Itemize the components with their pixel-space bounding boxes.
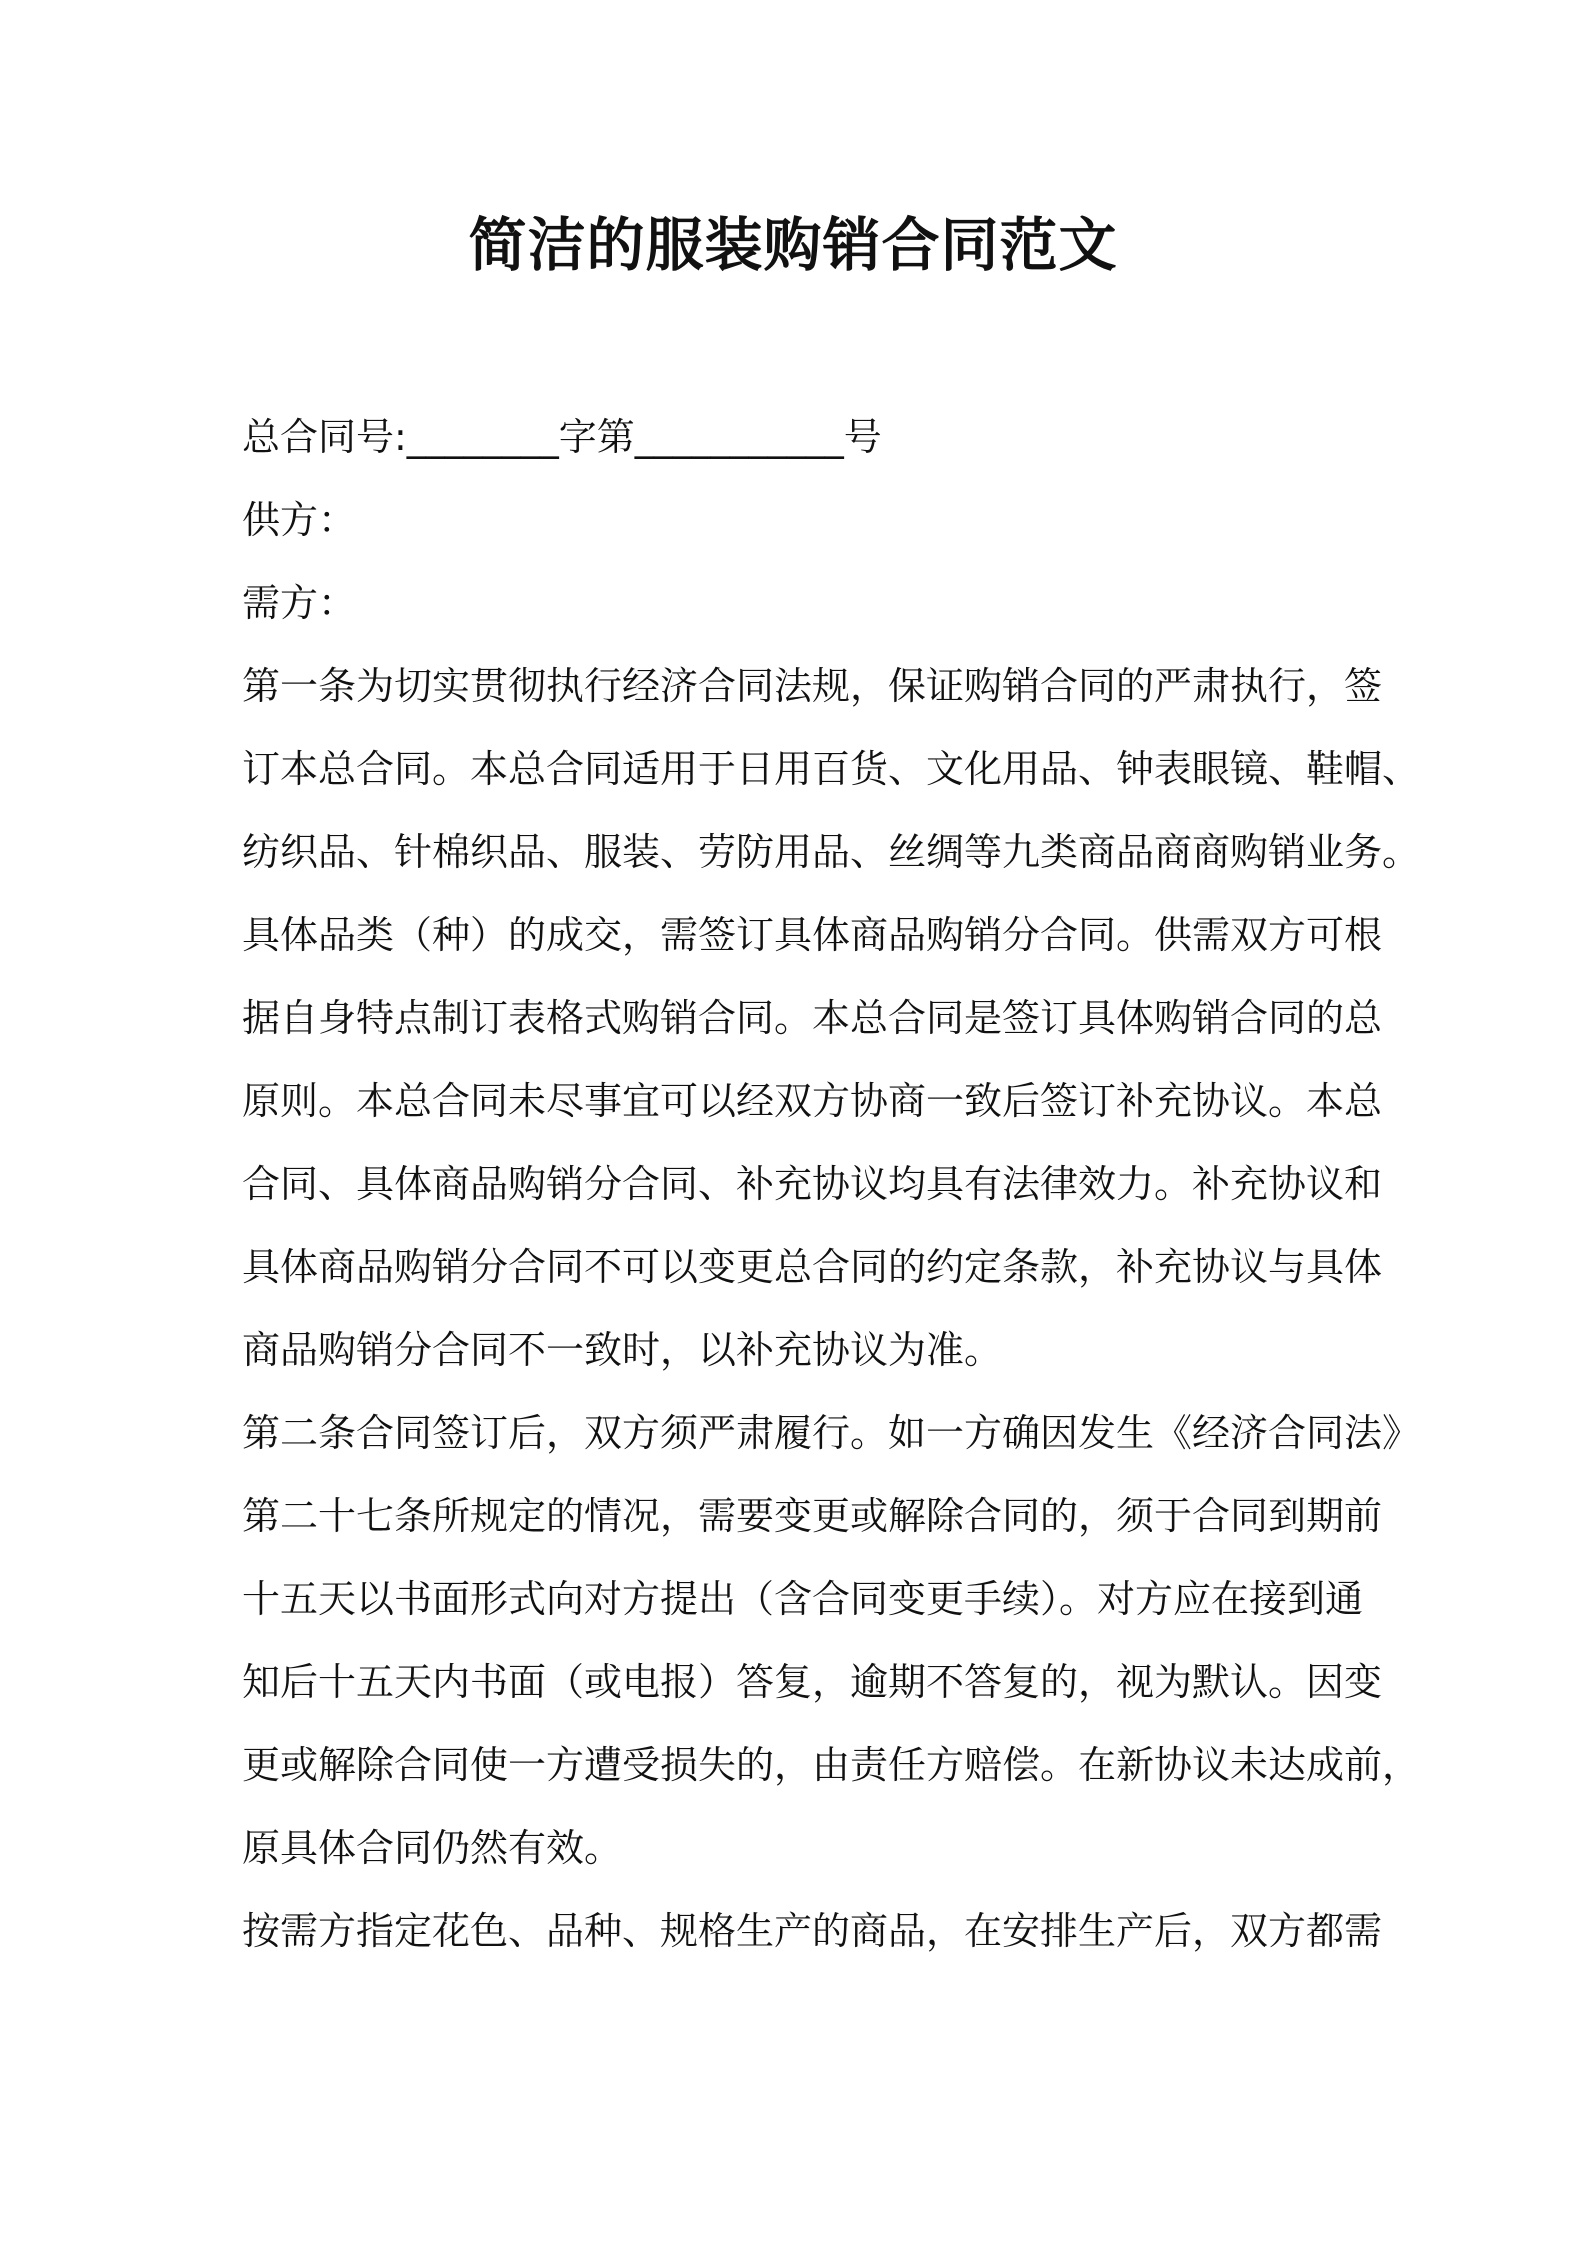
article2-line: 第二十七条所规定的情况，需要变更或解除合同的，须于合同到期前 bbox=[242, 1494, 1383, 1538]
article3-line: 按需方指定花色、品种、规格生产的商品，在安排生产后，双方都需 bbox=[242, 1909, 1383, 1953]
article1-line: 订本总合同。本总合同适用于日用百货、文化用品、钟表眼镜、鞋帽、 bbox=[242, 747, 1421, 791]
article2-line: 原具体合同仍然有效。 bbox=[242, 1826, 623, 1870]
article2-line: 知后十五天内书面（或电报）答复，逾期不答复的，视为默认。因变 bbox=[242, 1660, 1383, 1704]
article1-line: 原则。本总合同未尽事宜可以经双方协商一致后签订补充协议。本总 bbox=[242, 1079, 1383, 1123]
article2-line: 第二条合同签订后，双方须严肃履行。如一方确因发生《经济合同法》 bbox=[242, 1411, 1421, 1455]
article1-line: 商品购销分合同不一致时，以补充协议为准。 bbox=[242, 1328, 1003, 1372]
article2-line: 十五天以书面形式向对方提出（含合同变更手续）。对方应在接到通 bbox=[242, 1577, 1364, 1621]
buyer-line: 需方： bbox=[242, 581, 357, 625]
supplier-line: 供方： bbox=[242, 498, 357, 542]
article1-line: 纺织品、针棉织品、服装、劳防用品、丝绸等九类商品商商购销业务。 bbox=[242, 830, 1421, 874]
article2-line: 更或解除合同使一方遭受损失的，由责任方赔偿。在新协议未达成前， bbox=[242, 1743, 1421, 1787]
article1-line: 合同、具体商品购销分合同、补充协议均具有法律效力。补充协议和 bbox=[242, 1162, 1383, 1206]
article1-line: 据自身特点制订表格式购销合同。本总合同是签订具体购销合同的总 bbox=[242, 996, 1383, 1040]
document-body bbox=[242, 396, 1421, 1973]
article1-line: 第一条为切实贯彻执行经济合同法规，保证购销合同的严肃执行，签 bbox=[242, 664, 1383, 708]
contract-number-line: 总合同号:________字第___________号 bbox=[242, 415, 882, 459]
article1-line: 具体品类（种）的成交，需签订具体商品购销分合同。供需双方可根 bbox=[242, 913, 1383, 957]
article1-line: 具体商品购销分合同不可以变更总合同的约定条款，补充协议与具体 bbox=[242, 1245, 1383, 1289]
document-title: 简洁的服装购销合同范文 bbox=[468, 211, 1118, 279]
